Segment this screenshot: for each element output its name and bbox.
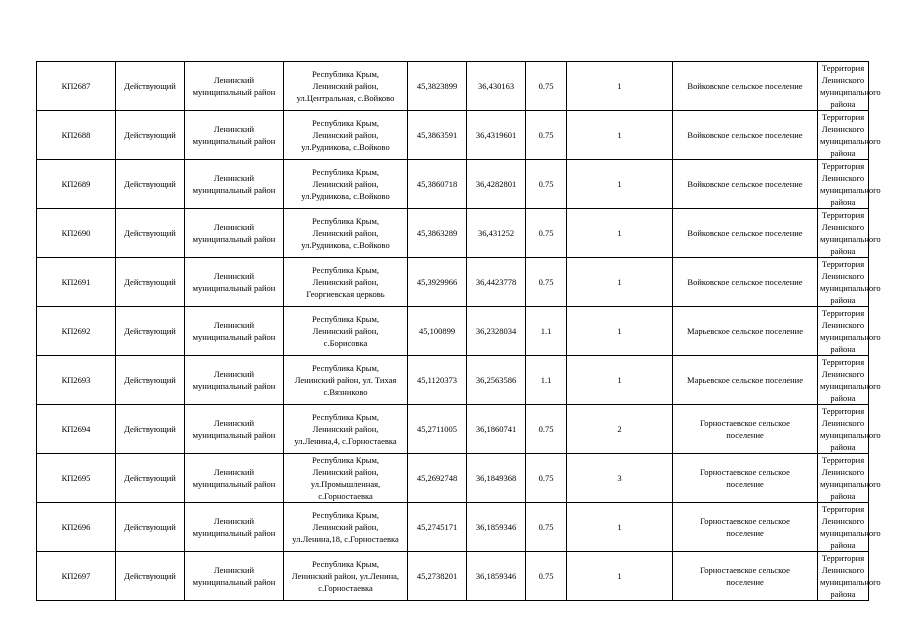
cell-district xyxy=(185,111,284,160)
cell-status xyxy=(116,307,185,356)
cell-address xyxy=(284,111,408,160)
cell-district xyxy=(185,356,284,405)
cell-settlement xyxy=(673,405,818,454)
cell-address-text: Республика Крым, Ленинский район, Георгиевская церковь xyxy=(306,265,385,299)
cell-district-text: Ленинский муниципальный район xyxy=(192,124,276,146)
cell-id-text: КП2692 xyxy=(61,326,91,336)
cell-territory xyxy=(818,209,881,258)
cell-status xyxy=(116,503,185,552)
cell-settlement xyxy=(673,62,818,111)
cell-longitude xyxy=(467,307,526,356)
cell-district xyxy=(185,307,284,356)
cell-territory xyxy=(818,552,881,601)
cell-territory xyxy=(818,454,881,503)
cell-status-text: Действующий xyxy=(124,130,176,140)
cell-id xyxy=(37,356,116,405)
cell-id xyxy=(37,503,116,552)
cell-latitude xyxy=(408,356,467,405)
cell-latitude-text: 45,3863289 xyxy=(416,228,458,238)
cell-latitude xyxy=(408,307,467,356)
cell-district xyxy=(185,258,284,307)
table-body xyxy=(37,62,881,601)
table-row xyxy=(37,307,869,356)
cell-longitude xyxy=(467,62,526,111)
cell-status xyxy=(116,258,185,307)
cell-area-text: 0.75 xyxy=(538,522,554,532)
cell-longitude xyxy=(467,160,526,209)
cell-status-text: Действующий xyxy=(124,277,176,287)
cell-longitude-text: 36,4282801 xyxy=(475,179,517,189)
cell-area-text: 0.75 xyxy=(538,277,554,287)
cell-id-text: КП2691 xyxy=(61,277,91,287)
cell-area xyxy=(526,111,567,160)
cell-district-text: Ленинский муниципальный район xyxy=(192,418,276,440)
cell-territory-text: Территория Ленинского муниципального района xyxy=(820,112,881,158)
cell-address-text: Республика Крым, Ленинский район, ул.Ленина,4, с.Горностаевка xyxy=(294,412,397,446)
cell-status-text: Действующий xyxy=(124,81,176,91)
cell-latitude xyxy=(408,552,467,601)
cell-status-text: Действующий xyxy=(124,326,176,336)
cell-latitude-text: 45,2692748 xyxy=(416,473,458,483)
cell-settlement xyxy=(673,111,818,160)
cell-longitude xyxy=(467,552,526,601)
cell-count xyxy=(567,503,673,552)
cell-address xyxy=(284,405,408,454)
cell-territory-text: Территория Ленинского муниципального района xyxy=(820,357,881,403)
cell-id xyxy=(37,62,116,111)
cell-territory-text: Территория Ленинского муниципального района xyxy=(820,504,881,550)
cell-address xyxy=(284,209,408,258)
cell-count-text: 1 xyxy=(617,130,622,140)
cell-latitude xyxy=(408,454,467,503)
cell-latitude-text: 45,3863591 xyxy=(416,130,458,140)
cell-count xyxy=(567,111,673,160)
cell-settlement-text: Горностаевское сельское поселение xyxy=(700,418,790,440)
cell-count-text: 1 xyxy=(617,375,622,385)
cell-district-text: Ленинский муниципальный район xyxy=(192,173,276,195)
cell-territory-text: Территория Ленинского муниципального района xyxy=(820,455,881,501)
cell-address-text: Республика Крым, Ленинский район, ул.Промышленная, с.Горностаевка xyxy=(310,455,381,501)
table-row xyxy=(37,356,869,405)
cell-territory xyxy=(818,307,881,356)
cell-count xyxy=(567,258,673,307)
cell-area-text: 0.75 xyxy=(538,473,554,483)
table-row xyxy=(37,503,869,552)
cell-settlement xyxy=(673,258,818,307)
cell-district-text: Ленинский муниципальный район xyxy=(192,75,276,97)
cell-id-text: КП2696 xyxy=(61,522,91,532)
cell-count xyxy=(567,405,673,454)
cell-longitude xyxy=(467,405,526,454)
cell-area-text: 0.75 xyxy=(538,130,554,140)
cell-id xyxy=(37,111,116,160)
cell-territory-text: Территория Ленинского муниципального района xyxy=(820,406,881,452)
cell-latitude-text: 45,2738201 xyxy=(416,571,458,581)
cell-latitude-text: 45,2711005 xyxy=(416,424,458,434)
cell-status xyxy=(116,160,185,209)
cell-address-text: Республика Крым, Ленинский район, ул.Ленина,18, с.Горностаевка xyxy=(292,510,399,544)
cell-latitude-text: 45,100899 xyxy=(418,326,456,336)
cell-longitude xyxy=(467,503,526,552)
table-row xyxy=(37,111,869,160)
cell-area xyxy=(526,160,567,209)
cell-id xyxy=(37,552,116,601)
cell-settlement-text: Горностаевское сельское поселение xyxy=(700,565,790,587)
cell-address-text: Республика Крым, Ленинский район, ул.Рудникова, с.Войково xyxy=(301,118,390,152)
cell-latitude xyxy=(408,405,467,454)
cell-longitude-text: 36,430163 xyxy=(477,81,515,91)
cell-settlement xyxy=(673,209,818,258)
cell-id-text: КП2689 xyxy=(61,179,91,189)
cell-area xyxy=(526,307,567,356)
cell-area-text: 0.75 xyxy=(538,424,554,434)
cell-area xyxy=(526,503,567,552)
cell-id xyxy=(37,405,116,454)
cell-status xyxy=(116,356,185,405)
cell-settlement-text: Войковское сельское поселение xyxy=(687,130,803,140)
cell-id-text: КП2693 xyxy=(61,375,91,385)
cell-status xyxy=(116,454,185,503)
cell-count xyxy=(567,454,673,503)
cell-area xyxy=(526,552,567,601)
cell-id xyxy=(37,209,116,258)
table-row xyxy=(37,209,869,258)
cell-district-text: Ленинский муниципальный район xyxy=(192,516,276,538)
cell-area-text: 0.75 xyxy=(538,179,554,189)
cell-district-text: Ленинский муниципальный район xyxy=(192,271,276,293)
cell-latitude-text: 45,2745171 xyxy=(416,522,458,532)
cell-address-text: Республика Крым, Ленинский район, с.Борисовка xyxy=(312,314,379,348)
cell-status-text: Действующий xyxy=(124,424,176,434)
cell-territory-text: Территория Ленинского муниципального района xyxy=(820,308,881,354)
cell-settlement-text: Войковское сельское поселение xyxy=(687,228,803,238)
cell-address xyxy=(284,552,408,601)
cell-district xyxy=(185,552,284,601)
cell-longitude-text: 36,1859346 xyxy=(475,522,517,532)
cell-district xyxy=(185,454,284,503)
cell-settlement-text: Марьевское сельское поселение xyxy=(687,375,803,385)
cell-longitude-text: 36,4423778 xyxy=(475,277,517,287)
cell-count-text: 1 xyxy=(617,571,622,581)
cell-address-text: Республика Крым, Ленинский район, ул.Ленина, с.Горностаевка xyxy=(291,559,400,593)
cell-count xyxy=(567,160,673,209)
cell-settlement-text: Войковское сельское поселение xyxy=(687,81,803,91)
cell-territory-text: Территория Ленинского муниципального района xyxy=(820,210,881,256)
cell-district-text: Ленинский муниципальный район xyxy=(192,320,276,342)
cell-latitude xyxy=(408,209,467,258)
cell-count-text: 1 xyxy=(617,179,622,189)
cell-territory xyxy=(818,356,881,405)
cell-territory xyxy=(818,405,881,454)
cell-area xyxy=(526,62,567,111)
cell-address-text: Республика Крым, Ленинский район, ул.Рудникова, с.Войково xyxy=(301,216,390,250)
table-row xyxy=(37,405,869,454)
cell-status xyxy=(116,209,185,258)
cell-settlement xyxy=(673,307,818,356)
table-row xyxy=(37,552,869,601)
cell-area-text: 1.1 xyxy=(540,375,552,385)
cell-status-text: Действующий xyxy=(124,179,176,189)
cell-area xyxy=(526,405,567,454)
cell-id-text: КП2697 xyxy=(61,571,91,581)
cell-territory-text: Территория Ленинского муниципального района xyxy=(820,259,881,305)
cell-settlement xyxy=(673,503,818,552)
cell-id xyxy=(37,454,116,503)
cell-status-text: Действующий xyxy=(124,473,176,483)
cell-territory-text: Территория Ленинского муниципального района xyxy=(820,161,881,207)
cell-latitude-text: 45,3860718 xyxy=(416,179,458,189)
cell-area-text: 0.75 xyxy=(538,571,554,581)
cell-status-text: Действующий xyxy=(124,375,176,385)
cell-latitude-text: 45,3929966 xyxy=(416,277,458,287)
cell-longitude xyxy=(467,111,526,160)
cell-settlement-text: Войковское сельское поселение xyxy=(687,179,803,189)
cell-status xyxy=(116,405,185,454)
cell-district xyxy=(185,160,284,209)
cell-id-text: КП2687 xyxy=(61,81,91,91)
cell-district xyxy=(185,503,284,552)
cell-count-text: 1 xyxy=(617,522,622,532)
cell-count-text: 1 xyxy=(617,228,622,238)
cell-settlement-text: Марьевское сельское поселение xyxy=(687,326,803,336)
cell-district-text: Ленинский муниципальный район xyxy=(192,369,276,391)
cell-territory xyxy=(818,503,881,552)
cell-settlement-text: Войковское сельское поселение xyxy=(687,277,803,287)
cell-latitude xyxy=(408,258,467,307)
cell-count-text: 2 xyxy=(617,424,622,434)
cell-latitude-text: 45,1120373 xyxy=(416,375,458,385)
cell-id-text: КП2690 xyxy=(61,228,91,238)
cell-status-text: Действующий xyxy=(124,571,176,581)
cell-settlement-text: Горностаевское сельское поселение xyxy=(700,467,790,489)
cell-area xyxy=(526,209,567,258)
cell-address xyxy=(284,503,408,552)
cell-settlement xyxy=(673,552,818,601)
cell-id xyxy=(37,307,116,356)
cell-status xyxy=(116,552,185,601)
table-row xyxy=(37,454,869,503)
cell-district xyxy=(185,405,284,454)
cell-latitude xyxy=(408,62,467,111)
registry-table xyxy=(36,61,881,601)
cell-address xyxy=(284,258,408,307)
cell-longitude-text: 36,431252 xyxy=(477,228,515,238)
cell-address xyxy=(284,454,408,503)
cell-count xyxy=(567,307,673,356)
cell-area-text: 0.75 xyxy=(538,228,554,238)
cell-count-text: 1 xyxy=(617,277,622,287)
cell-latitude xyxy=(408,503,467,552)
cell-count-text: 1 xyxy=(617,326,622,336)
cell-id-text: КП2695 xyxy=(61,473,91,483)
cell-territory xyxy=(818,258,881,307)
cell-id xyxy=(37,160,116,209)
cell-count-text: 3 xyxy=(617,473,622,483)
cell-area xyxy=(526,356,567,405)
cell-settlement xyxy=(673,454,818,503)
cell-settlement-text: Горностаевское сельское поселение xyxy=(700,516,790,538)
cell-territory xyxy=(818,111,881,160)
cell-longitude xyxy=(467,454,526,503)
cell-longitude xyxy=(467,356,526,405)
table-row xyxy=(37,160,869,209)
cell-district-text: Ленинский муниципальный район xyxy=(192,222,276,244)
cell-territory xyxy=(818,62,881,111)
cell-longitude-text: 36,1860741 xyxy=(475,424,517,434)
cell-district-text: Ленинский муниципальный район xyxy=(192,565,276,587)
cell-latitude-text: 45,3823899 xyxy=(416,81,458,91)
cell-address xyxy=(284,307,408,356)
cell-territory-text: Территория Ленинского муниципального района xyxy=(820,63,881,109)
cell-longitude xyxy=(467,258,526,307)
cell-longitude-text: 36,4319601 xyxy=(475,130,517,140)
cell-longitude-text: 36,1849368 xyxy=(475,473,517,483)
cell-longitude-text: 36,2328034 xyxy=(475,326,517,336)
cell-address-text: Республика Крым, Ленинский район, ул.Центральная, с.Войково xyxy=(296,69,395,103)
table-row xyxy=(37,62,869,111)
cell-area-text: 1.1 xyxy=(540,326,552,336)
cell-count xyxy=(567,209,673,258)
cell-settlement xyxy=(673,356,818,405)
cell-id xyxy=(37,258,116,307)
cell-district xyxy=(185,209,284,258)
cell-area xyxy=(526,258,567,307)
cell-id-text: КП2694 xyxy=(61,424,91,434)
cell-address-text: Республика Крым, Ленинский район, ул.Рудникова, с.Войково xyxy=(301,167,390,201)
cell-territory xyxy=(818,160,881,209)
cell-count xyxy=(567,62,673,111)
cell-longitude xyxy=(467,209,526,258)
cell-latitude xyxy=(408,111,467,160)
cell-status-text: Действующий xyxy=(124,522,176,532)
table-row xyxy=(37,258,869,307)
cell-district xyxy=(185,62,284,111)
cell-settlement xyxy=(673,160,818,209)
cell-territory-text: Территория Ленинского муниципального района xyxy=(820,553,881,599)
cell-status xyxy=(116,111,185,160)
cell-address xyxy=(284,62,408,111)
cell-district-text: Ленинский муниципальный район xyxy=(192,467,276,489)
cell-status xyxy=(116,62,185,111)
cell-longitude-text: 36,2563586 xyxy=(475,375,517,385)
cell-latitude xyxy=(408,160,467,209)
cell-status-text: Действующий xyxy=(124,228,176,238)
cell-area xyxy=(526,454,567,503)
cell-area-text: 0.75 xyxy=(538,81,554,91)
cell-address xyxy=(284,160,408,209)
cell-count xyxy=(567,552,673,601)
cell-count-text: 1 xyxy=(617,81,622,91)
cell-count xyxy=(567,356,673,405)
cell-id-text: КП2688 xyxy=(61,130,91,140)
cell-address xyxy=(284,356,408,405)
cell-address-text: Республика Крым, Ленинский район, ул. Тихая с.Вязниково xyxy=(294,363,397,397)
cell-longitude-text: 36,1859346 xyxy=(475,571,517,581)
